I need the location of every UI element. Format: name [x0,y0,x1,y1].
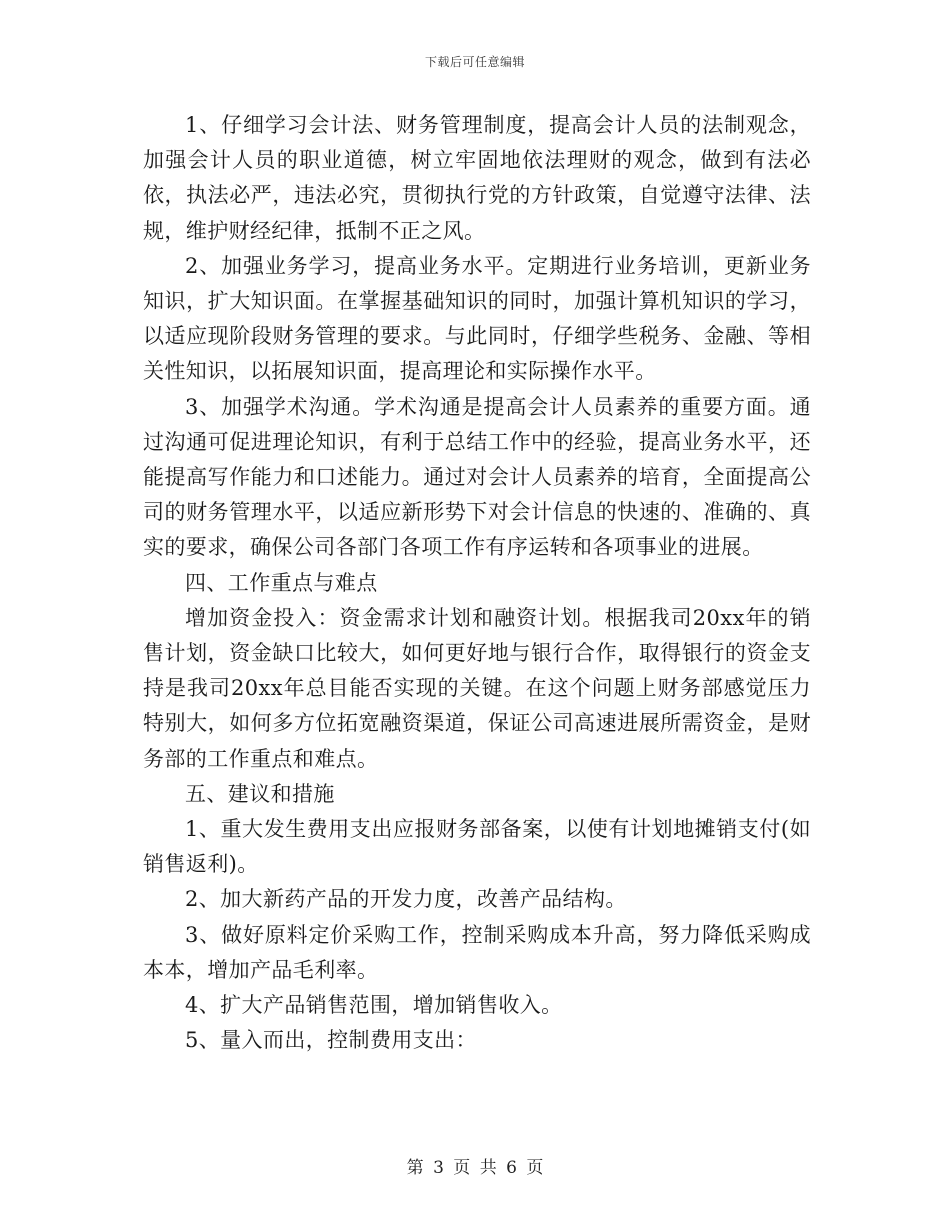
document-body [143,108,811,1058]
paragraph: 3、加强学术沟通。学术沟通是提高会计人员素养的重要方面。通过沟通可促进理论知识，有利于总结工作中的经验，提高业务水平，还能提高写作能力和口述能力。通过对会计人员素养的培育，全面提高公司的财务管理水平，以适应新形势下对会计信息的快速的、准确的、真实的要求，确保公司各部门各项工作有序运转和各项事业的进展。 [143,394,811,560]
paragraph: 2、加强业务学习，提高业务水平。定期进行业务培训，更新业务知识，扩大知识面。在掌握基础知识的同时，加强计算机知识的学习，以适应现阶段财务管理的要求。与此同时，仔细学些税务、金融、等相关性知识，以拓展知识面，提高理论和实际操作水平。 [143,253,811,384]
paragraph: 2、加大新药产品的开发力度，改善产品结构。 [185,887,627,912]
paragraph: 5、量入而出，控制费用支出： [185,1028,477,1053]
paragraph: 4、扩大产品销售范围，增加销售收入。 [185,993,563,1018]
page-number: 第 3 页 共 6 页 [406,1158,544,1178]
paragraph: 1、仔细学习会计法、财务管理制度，提高会计人员的法制观念，加强会计人员的职业道德，树立牢固地依法理财的观念，做到有法必依，执法必严，违法必究，贯彻执行党的方针政策，自觉遵守法律、法规，维护财经纪律，抵制不正之风。 [143,113,811,243]
paragraph: 3、做好原料定价采购工作，控制采购成本升高，努力降低采购成本本，增加产品毛利率。 [143,922,811,982]
paragraph: 增加资金投入：资金需求计划和融资计划。根据我司20xx年的销售计划，资金缺口比较大，如何更好地与银行合作，取得银行的资金支持是我司20xx年总目能否实现的关键。在这个问题上财务部感觉压力特别大，如何多方位拓宽融资渠道，保证公司高速进展所需资金，是财务部的工作重点和难点。 [143,605,811,771]
section-heading: 五、建议和措施 [185,781,335,806]
section-heading: 四、工作重点与难点 [185,570,378,595]
paragraph: 1、重大发生费用支出应报财务部备案，以使有计划地摊销支付(如销售返利)。 [143,817,811,877]
page-header: 下载后可任意编辑 [424,55,525,69]
